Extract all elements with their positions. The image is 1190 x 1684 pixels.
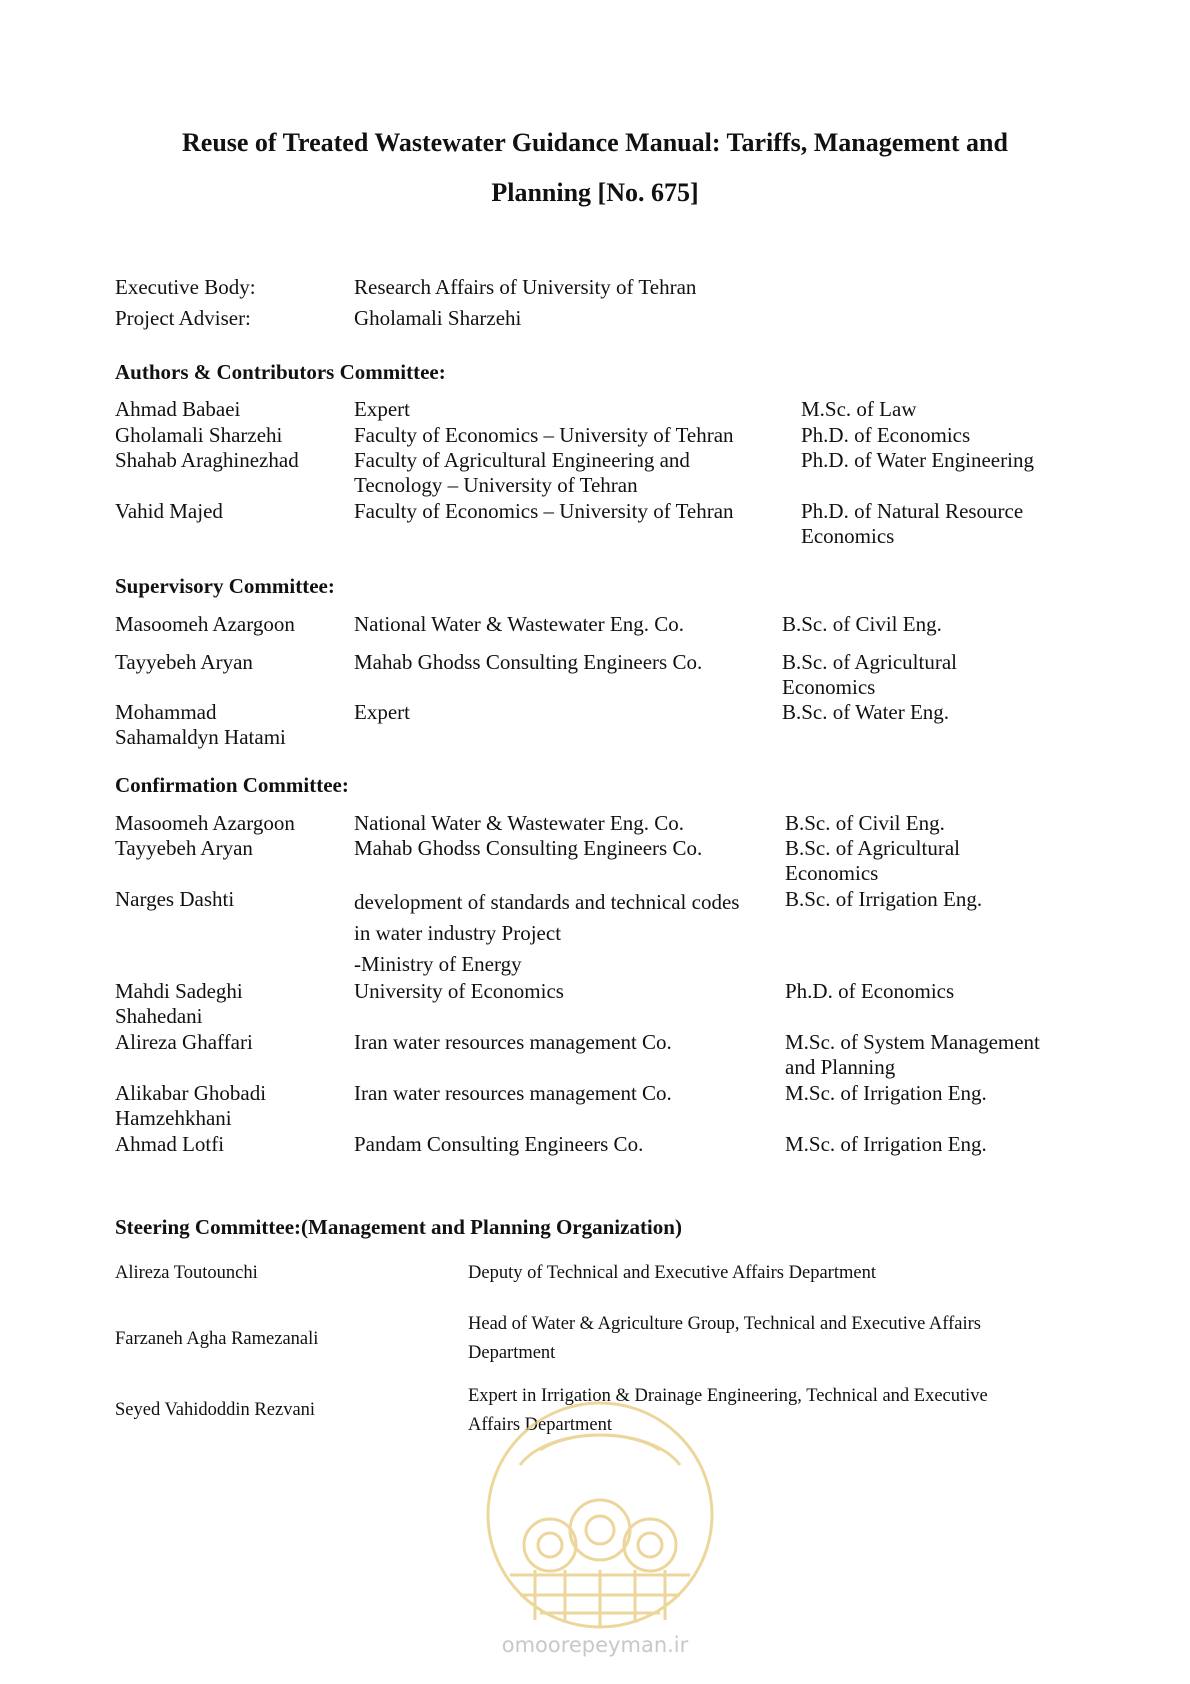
project-adviser-value: Gholamali Sharzehi (354, 306, 522, 330)
author-degree: Ph.D. of Economics (801, 423, 971, 447)
confirmer-degree: M.Sc. of Irrigation Eng. (785, 1081, 987, 1105)
supervisor-name: Tayyebeh Aryan (115, 650, 253, 674)
executive-body-value: Research Affairs of University of Tehran (354, 275, 697, 299)
supervisor-org: National Water & Wastewater Eng. Co. (354, 612, 685, 636)
supervisor-degree: B.Sc. of Agricultural Economics (782, 650, 957, 699)
steering-member-role: Expert in Irrigation & Drainage Engineering, Technical and Executive Affairs Department (468, 1386, 988, 1435)
confirmer-name: Mahdi Sadeghi Shahedani (115, 979, 243, 1028)
confirmer-degree: B.Sc. of Civil Eng. (785, 811, 945, 835)
confirmer-name: Narges Dashti (115, 887, 235, 911)
supervisor-name: Masoomeh Azargoon (115, 612, 295, 636)
confirmer-name: Ahmad Lotfi (115, 1132, 225, 1156)
confirmer-org: Iran water resources management Co. (354, 1030, 672, 1054)
steering-member-role: Deputy of Technical and Executive Affairs Department (468, 1263, 876, 1283)
watermark-site: omoorepeyman.ir (501, 1633, 689, 1657)
confirmer-org: Mahab Ghodss Consulting Engineers Co. (354, 836, 703, 860)
confirmer-org: National Water & Wastewater Eng. Co. (354, 811, 685, 835)
authors-heading: Authors & Contributors Committee: (115, 360, 446, 384)
steering-member-name: Farzaneh Agha Ramezanali (115, 1329, 319, 1349)
supervisor-degree: B.Sc. of Water Eng. (782, 700, 950, 724)
confirmer-name: Alireza Ghaffari (115, 1030, 253, 1054)
executive-body-label: Executive Body: (115, 275, 256, 299)
project-adviser-label: Project Adviser: (115, 306, 251, 330)
confirmer-degree: M.Sc. of System Management and Planning (785, 1030, 1040, 1079)
author-name: Vahid Majed (115, 499, 223, 523)
steering-heading: Steering Committee:(Management and Planning Organization) (115, 1215, 682, 1239)
confirmer-name: Masoomeh Azargoon (115, 811, 295, 835)
steering-member-role: Head of Water & Agriculture Group, Technical and Executive Affairs Department (468, 1314, 981, 1363)
author-org: Faculty of Economics – University of Tehran (354, 423, 734, 447)
document-title (0, 118, 1190, 218)
author-org: Expert (354, 397, 410, 421)
confirmer-degree: M.Sc. of Irrigation Eng. (785, 1132, 987, 1156)
supervisor-org: Expert (354, 700, 410, 724)
confirmation-heading: Confirmation Committee: (115, 773, 349, 797)
author-degree: Ph.D. of Natural Resource Economics (801, 499, 1024, 548)
supervisor-degree: B.Sc. of Civil Eng. (782, 612, 942, 636)
author-org: Faculty of Agricultural Engineering and Tecnology – University of Tehran (354, 448, 690, 497)
confirmer-org: development of standards and technical codes in water industry Project -Ministry of Energy (354, 890, 740, 976)
author-org: Faculty of Economics – University of Tehran (354, 499, 734, 523)
supervisory-heading: Supervisory Committee: (115, 574, 335, 598)
confirmer-degree: B.Sc. of Agricultural Economics (785, 836, 960, 885)
author-name: Gholamali Sharzehi (115, 423, 283, 447)
author-name: Ahmad Babaei (115, 397, 241, 421)
publisher-seal-icon (480, 1395, 720, 1635)
supervisor-org: Mahab Ghodss Consulting Engineers Co. (354, 650, 703, 674)
confirmer-org: University of Economics (354, 979, 564, 1003)
steering-member-name: Alireza Toutounchi (115, 1263, 258, 1283)
author-degree: Ph.D. of Water Engineering (801, 448, 1034, 472)
author-degree: M.Sc. of Law (801, 397, 917, 421)
supervisor-name: Mohammad Sahamaldyn Hatami (115, 700, 286, 749)
confirmer-degree: B.Sc. of Irrigation Eng. (785, 887, 983, 911)
steering-member-name: Seyed Vahidoddin Rezvani (115, 1400, 316, 1420)
confirmer-name: Tayyebeh Aryan (115, 836, 253, 860)
confirmer-org: Iran water resources management Co. (354, 1081, 672, 1105)
confirmer-degree: Ph.D. of Economics (785, 979, 955, 1003)
title-line-2: Planning [No. 675] (491, 178, 699, 207)
confirmer-name: Alikabar Ghobadi Hamzehkhani (115, 1081, 267, 1130)
author-name: Shahab Araghinezhad (115, 448, 299, 472)
confirmer-org: Pandam Consulting Engineers Co. (354, 1132, 644, 1156)
title-line-1: Reuse of Treated Wastewater Guidance Manual: Tariffs, Management and (182, 128, 1008, 157)
